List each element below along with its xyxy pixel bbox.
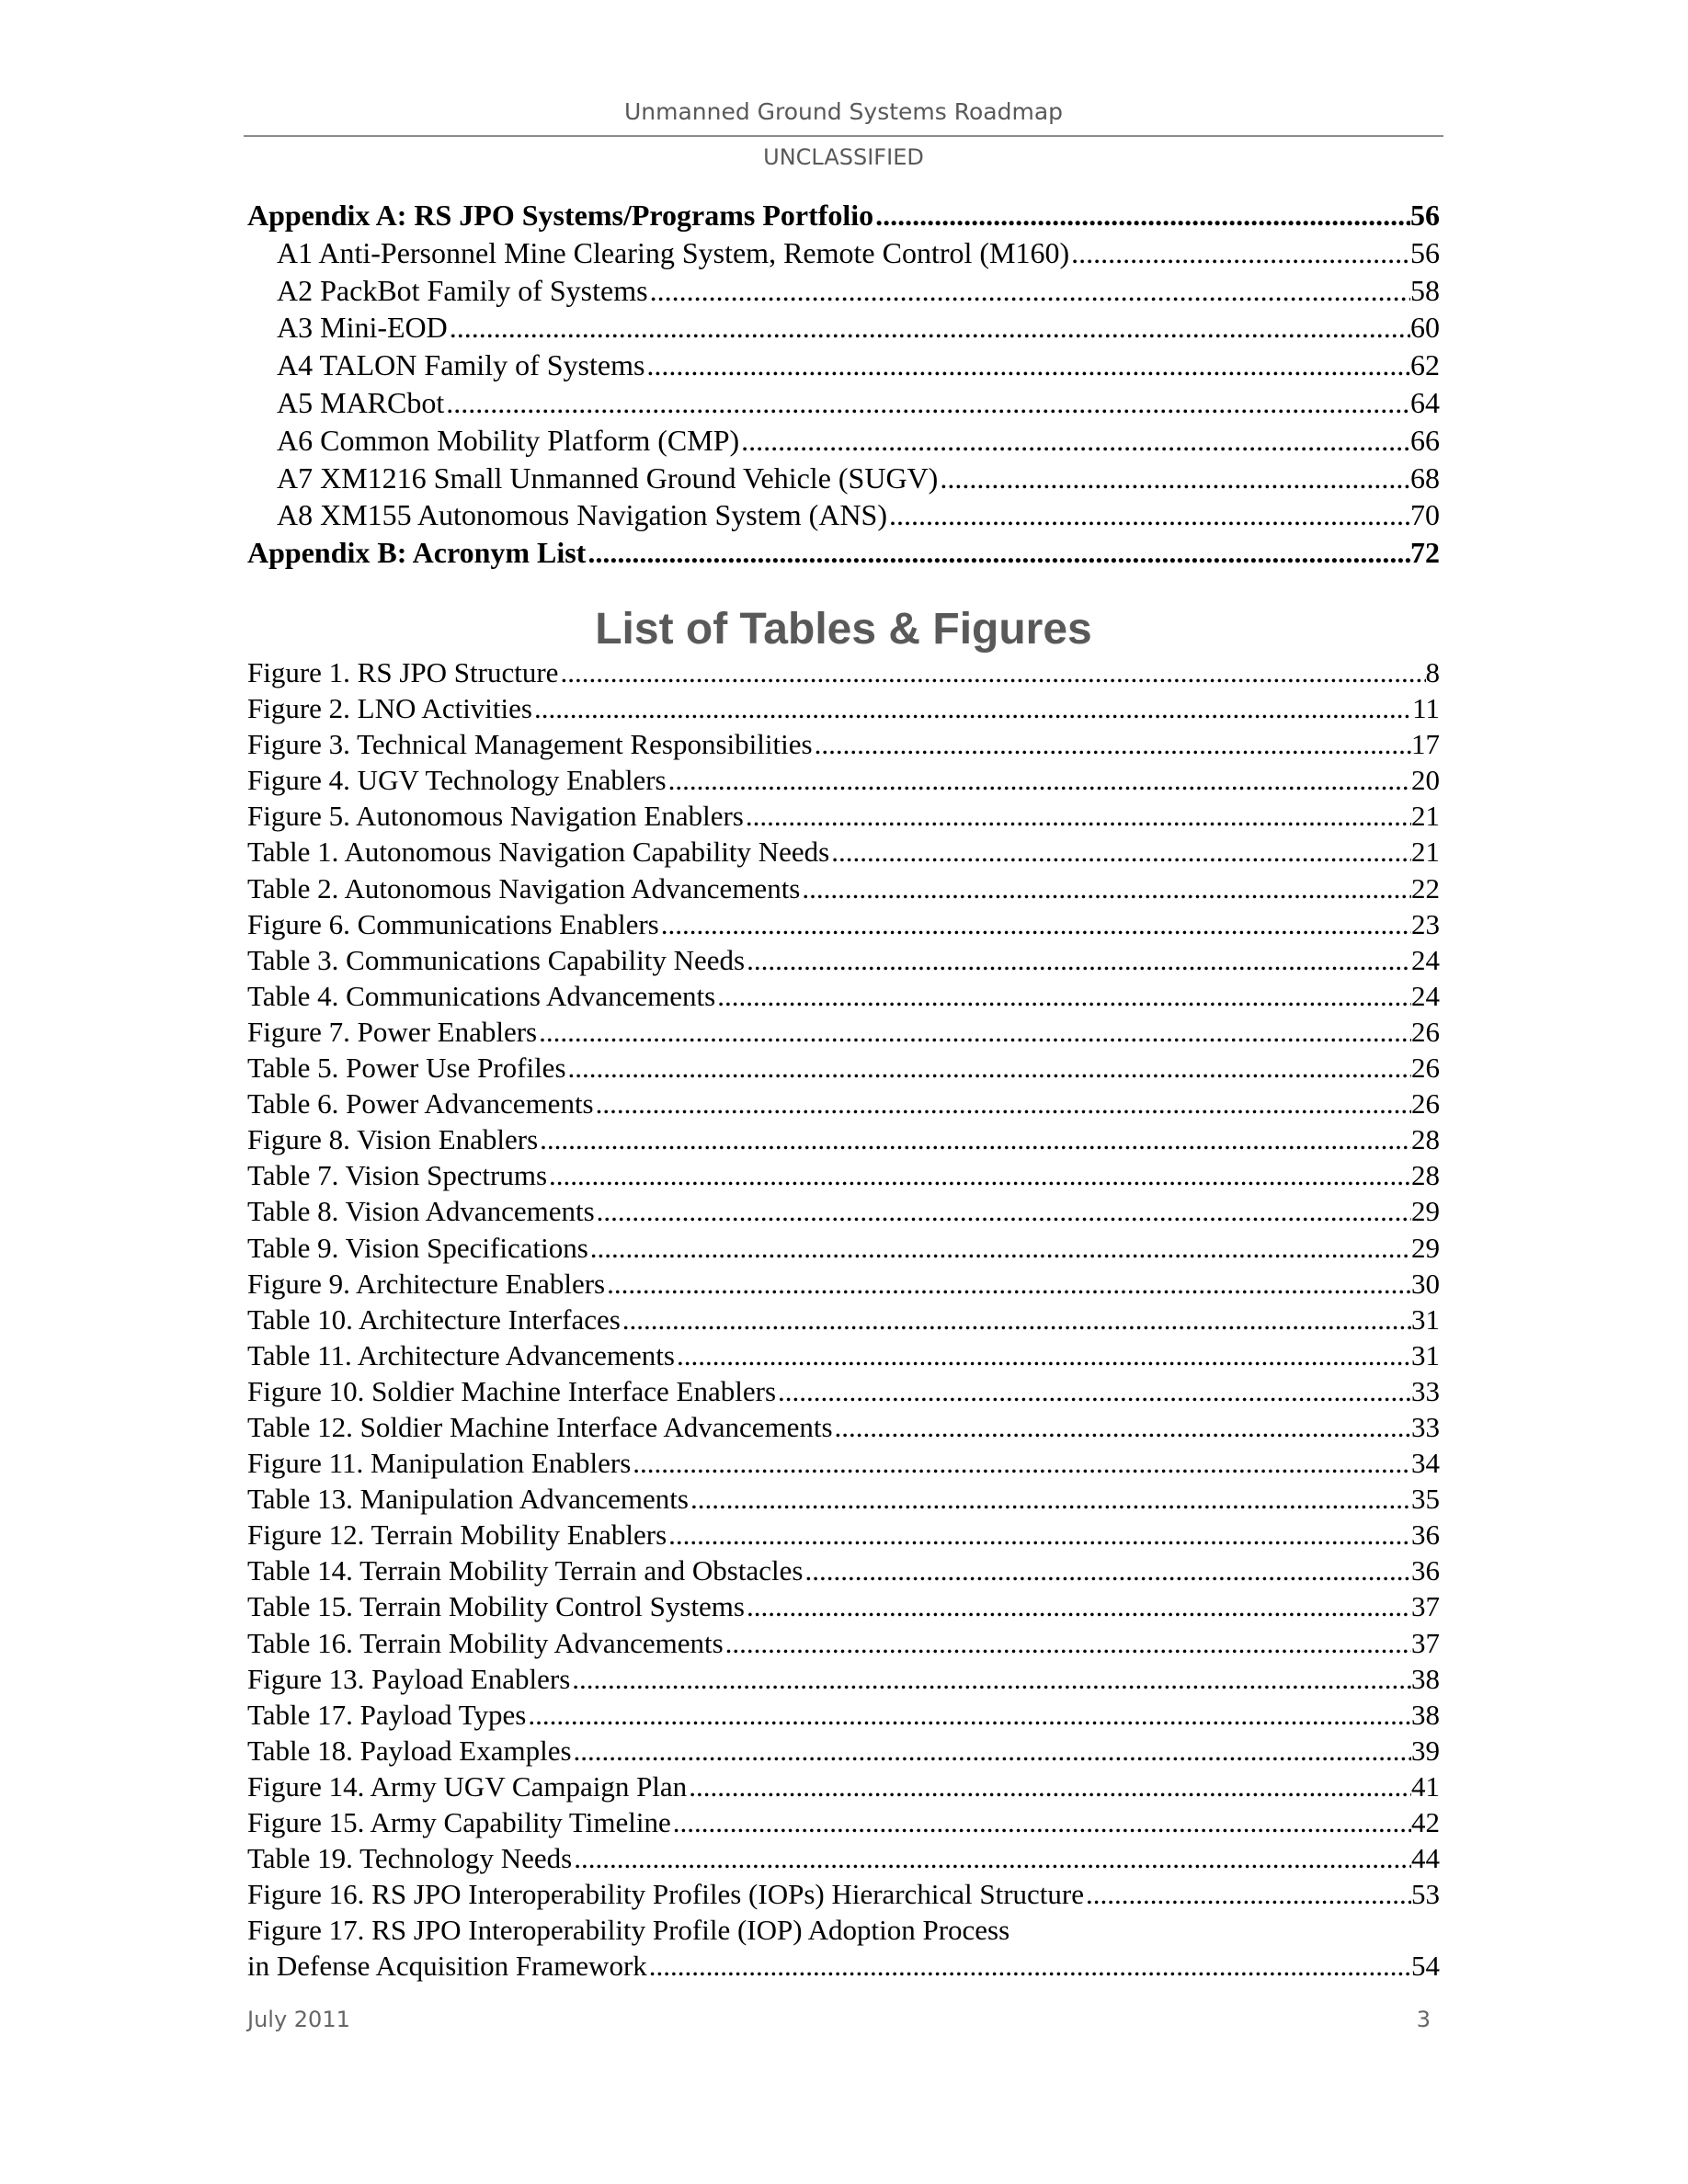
list-of-tables-figures-title: List of Tables & Figures: [595, 605, 1092, 654]
dot-leader: [588, 1230, 1411, 1266]
dot-leader: [873, 197, 1410, 233]
entry-page-number: 23: [1411, 907, 1440, 940]
dot-leader: [675, 1337, 1411, 1373]
list-entry[interactable]: [247, 1912, 1440, 1948]
entry-page-number: 33: [1411, 1410, 1440, 1443]
entry-label: A6 Common Mobility Platform (CMP): [277, 423, 740, 457]
entry-label: A3 Mini-EOD: [277, 311, 448, 345]
list-entry[interactable]: [247, 1373, 1440, 1409]
entry-label: Table 12. Soldier Machine Interface Advancements: [247, 1410, 833, 1443]
dot-leader: [800, 870, 1411, 906]
entry-page-number: 24: [1411, 943, 1440, 976]
entry-label: Figure 1. RS JPO Structure: [247, 656, 559, 688]
entry-label: Table 3. Communications Capability Needs: [247, 943, 746, 976]
dot-leader: [647, 1948, 1411, 1984]
dot-leader: [813, 726, 1411, 762]
dot-leader: [745, 942, 1411, 978]
dot-leader: [538, 1121, 1411, 1157]
entry-page-number: 30: [1411, 1267, 1440, 1300]
entry-page-number: 31: [1411, 1302, 1440, 1336]
entry-page-number: 20: [1411, 764, 1440, 797]
entry-page-number: 17: [1411, 728, 1440, 761]
entry-page-number: 21: [1411, 836, 1440, 869]
entry-page-number: 31: [1411, 1338, 1440, 1371]
entry-label: Table 11. Architecture Advancements: [247, 1338, 675, 1371]
entry-label: Table 17. Payload Types: [247, 1698, 527, 1731]
list-entry[interactable]: [247, 1661, 1440, 1697]
header-divider: [244, 135, 1443, 137]
dot-leader: [566, 1050, 1411, 1086]
entry-label: Figure 2. LNO Activities: [247, 692, 532, 725]
list-entry[interactable]: [247, 798, 1440, 834]
entry-page-number: 26: [1411, 1087, 1440, 1120]
dot-leader: [1084, 1876, 1411, 1912]
entry-label: Table 6. Power Advancements: [247, 1087, 594, 1120]
entry-label: Table 8. Vision Advancements: [247, 1195, 595, 1228]
entry-page-number: 58: [1410, 273, 1440, 307]
entry-label: in Defense Acquisition Framework: [247, 1950, 647, 1983]
running-header: Unmanned Ground Systems Roadmap: [623, 98, 1064, 125]
list-entry[interactable]: [247, 1625, 1440, 1661]
list-entry[interactable]: [247, 1337, 1440, 1373]
entry-page-number: 36: [1411, 1554, 1440, 1587]
entry-label: Table 14. Terrain Mobility Terrain and Obstacles: [247, 1554, 804, 1587]
dot-leader: [631, 1445, 1411, 1481]
list-entry[interactable]: [247, 1481, 1440, 1517]
list-entry[interactable]: [247, 1804, 1440, 1840]
entry-page-number: 26: [1411, 1015, 1440, 1048]
dot-leader: [776, 1373, 1411, 1409]
dot-leader: [572, 1733, 1411, 1769]
entry-label: Table 4. Communications Advancements: [247, 979, 716, 1012]
entry-label: Figure 11. Manipulation Enablers: [247, 1447, 632, 1480]
list-entry[interactable]: [247, 1050, 1440, 1086]
entry-label: Figure 9. Architecture Enablers: [247, 1267, 606, 1300]
entry-label: Appendix B: Acronym List: [247, 536, 587, 570]
list-entry[interactable]: [247, 1553, 1440, 1588]
dot-leader: [558, 654, 1425, 690]
entry-label: Table 13. Manipulation Advancements: [247, 1483, 689, 1516]
dot-leader: [659, 906, 1411, 942]
list-entry[interactable]: [247, 1086, 1440, 1121]
list-entry[interactable]: [247, 1876, 1440, 1912]
dot-leader: [547, 1157, 1411, 1193]
entry-label: A7 XM1216 Small Unmanned Ground Vehicle (SUGV): [277, 461, 939, 495]
list-entry[interactable]: [247, 1409, 1440, 1445]
entry-label: Appendix A: RS JPO Systems/Programs Portfolio: [247, 199, 874, 232]
list-entry[interactable]: [247, 1948, 1440, 1984]
entry-page-number: 70: [1410, 498, 1440, 532]
list-entry[interactable]: [247, 906, 1440, 942]
entry-page-number: 37: [1411, 1626, 1440, 1659]
dot-leader: [444, 384, 1410, 421]
dot-leader: [644, 347, 1410, 383]
list-entry[interactable]: [247, 654, 1440, 690]
entry-page-number: 37: [1411, 1590, 1440, 1623]
entry-label: Table 5. Power Use Profiles: [247, 1052, 566, 1085]
dot-leader: [667, 1517, 1411, 1553]
list-entry[interactable]: [247, 1014, 1440, 1050]
entry-label: Table 9. Vision Specifications: [247, 1231, 588, 1264]
footer-date: July 2011: [247, 2007, 350, 2032]
list-entry[interactable]: [247, 762, 1440, 798]
entry-page-number: 38: [1411, 1662, 1440, 1695]
entry-label: Table 18. Payload Examples: [247, 1734, 572, 1767]
list-entry[interactable]: [247, 1266, 1440, 1302]
toc-entry[interactable]: [247, 234, 1440, 272]
toc-entry[interactable]: [247, 272, 1440, 310]
entry-page-number: 54: [1411, 1950, 1440, 1983]
toc-entry[interactable]: [247, 460, 1440, 497]
dot-leader: [532, 690, 1412, 726]
toc-entry[interactable]: [247, 496, 1440, 534]
dot-leader: [724, 1625, 1411, 1661]
entry-label: Figure 13. Payload Enablers: [247, 1662, 571, 1695]
dot-leader: [887, 496, 1410, 533]
dot-leader: [572, 1840, 1411, 1876]
entry-label: Figure 14. Army UGV Campaign Plan: [247, 1769, 688, 1803]
dot-leader: [595, 1193, 1411, 1229]
dot-leader: [829, 834, 1411, 870]
entry-page-number: 26: [1411, 1052, 1440, 1085]
entry-page-number: 56: [1410, 235, 1440, 269]
list-entry[interactable]: [247, 1517, 1440, 1553]
entry-page-number: 29: [1411, 1231, 1440, 1264]
table-of-contents: [247, 197, 1440, 572]
dot-leader: [739, 422, 1410, 459]
entry-page-number: 44: [1411, 1842, 1440, 1875]
entry-page-number: 24: [1411, 979, 1440, 1012]
entry-label: Figure 7. Power Enablers: [247, 1015, 538, 1048]
dot-leader: [537, 1014, 1411, 1050]
list-entry[interactable]: [247, 834, 1440, 870]
entry-page-number: 29: [1411, 1195, 1440, 1228]
entry-label: A2 PackBot Family of Systems: [277, 273, 648, 307]
entry-label: Table 16. Terrain Mobility Advancements: [247, 1626, 724, 1659]
entry-label: Table 2. Autonomous Navigation Advancements: [247, 871, 801, 904]
toc-entry[interactable]: [247, 197, 1440, 234]
entry-page-number: 62: [1410, 348, 1440, 382]
entry-page-number: 68: [1410, 461, 1440, 495]
entry-label: Table 15. Terrain Mobility Control Systems: [247, 1590, 745, 1623]
entry-page-number: 39: [1411, 1734, 1440, 1767]
entry-page-number: 28: [1411, 1159, 1440, 1192]
classification-marking: UNCLASSIFIED: [763, 144, 924, 170]
list-entry[interactable]: [247, 1697, 1440, 1733]
dot-leader: [803, 1553, 1411, 1588]
entry-label: Figure 16. RS JPO Interoperability Profiles (IOPs) Hierarchical Structure: [247, 1878, 1085, 1911]
list-entry[interactable]: [247, 1157, 1440, 1193]
dot-leader: [715, 978, 1411, 1014]
dot-leader: [938, 460, 1410, 496]
list-entry[interactable]: [247, 1302, 1440, 1337]
list-entry[interactable]: [247, 1193, 1440, 1229]
dot-leader: [586, 534, 1410, 571]
entry-label: Table 7. Vision Spectrums: [247, 1159, 548, 1192]
dot-leader: [1069, 234, 1410, 271]
entry-label: Figure 12. Terrain Mobility Enablers: [247, 1519, 667, 1552]
entry-page-number: 60: [1410, 311, 1440, 345]
entry-label: A5 MARCbot: [277, 385, 445, 419]
entry-label: Figure 6. Communications Enablers: [247, 907, 659, 940]
toc-entry[interactable]: [247, 534, 1440, 572]
dot-leader: [648, 272, 1410, 309]
entry-page-number: 38: [1411, 1698, 1440, 1731]
entry-label: Figure 17. RS JPO Interoperability Profile (IOP) Adoption Process: [247, 1914, 1010, 1947]
entry-label: Figure 3. Technical Management Responsibilities: [247, 728, 813, 761]
list-entry[interactable]: [247, 1733, 1440, 1769]
entry-label: Figure 15. Army Capability Timeline: [247, 1806, 671, 1838]
entry-page-number: 28: [1411, 1123, 1440, 1156]
dot-leader: [745, 1588, 1411, 1624]
entry-page-number: 22: [1411, 871, 1440, 904]
dot-leader: [744, 798, 1411, 834]
toc-entry[interactable]: [247, 309, 1440, 347]
entry-page-number: 53: [1411, 1878, 1440, 1911]
entry-page-number: 21: [1411, 800, 1440, 833]
entry-label: Table 10. Architecture Interfaces: [247, 1302, 621, 1336]
list-entry[interactable]: [247, 1121, 1440, 1157]
entry-page-number: 35: [1411, 1483, 1440, 1516]
list-entry[interactable]: [247, 690, 1440, 726]
entry-page-number: 33: [1411, 1374, 1440, 1407]
entry-page-number: 42: [1411, 1806, 1440, 1838]
dot-leader: [687, 1769, 1411, 1804]
list-entry[interactable]: [247, 1840, 1440, 1876]
list-entry[interactable]: [247, 978, 1440, 1014]
toc-entry[interactable]: [247, 384, 1440, 422]
dot-leader: [594, 1086, 1411, 1121]
entry-page-number: 64: [1410, 385, 1440, 419]
entry-label: A1 Anti-Personnel Mine Clearing System, Remote Control (M160): [277, 235, 1070, 269]
entry-page-number: 41: [1411, 1769, 1440, 1803]
entry-label: Table 1. Autonomous Navigation Capability Needs: [247, 836, 830, 869]
dot-leader: [833, 1409, 1411, 1445]
entry-label: Table 19. Technology Needs: [247, 1842, 573, 1875]
entry-page-number: 8: [1425, 656, 1440, 688]
entry-label: A4 TALON Family of Systems: [277, 348, 645, 382]
entry-label: Figure 8. Vision Enablers: [247, 1123, 539, 1156]
toc-entry[interactable]: [247, 347, 1440, 384]
list-entry[interactable]: [247, 1230, 1440, 1266]
entry-page-number: 66: [1410, 423, 1440, 457]
entry-page-number: 72: [1410, 536, 1440, 570]
list-entry[interactable]: [247, 1588, 1440, 1624]
dot-leader: [667, 762, 1411, 798]
entry-page-number: 56: [1410, 199, 1440, 232]
dot-leader: [448, 309, 1410, 346]
entry-label: Figure 5. Autonomous Navigation Enablers: [247, 800, 744, 833]
entry-label: A8 XM155 Autonomous Navigation System (ANS): [277, 498, 887, 532]
dot-leader: [526, 1697, 1411, 1733]
dot-leader: [621, 1302, 1411, 1337]
dot-leader: [570, 1661, 1411, 1697]
dot-leader: [605, 1266, 1411, 1302]
entry-label: Figure 4. UGV Technology Enablers: [247, 764, 667, 797]
entry-page-number: 11: [1412, 692, 1440, 725]
list-entry[interactable]: [247, 870, 1440, 906]
dot-leader: [689, 1481, 1411, 1517]
list-entry[interactable]: [247, 1769, 1440, 1804]
entry-page-number: 34: [1411, 1447, 1440, 1480]
entry-label: Figure 10. Soldier Machine Interface Enablers: [247, 1374, 777, 1407]
entry-page-number: 36: [1411, 1519, 1440, 1552]
list-entry[interactable]: [247, 942, 1440, 978]
list-entry[interactable]: [247, 726, 1440, 762]
footer-page-number: 3: [1416, 2007, 1431, 2032]
list-of-tables-figures: [247, 654, 1440, 1984]
toc-entry[interactable]: [247, 422, 1440, 460]
dot-leader: [671, 1804, 1411, 1840]
list-entry[interactable]: [247, 1445, 1440, 1481]
